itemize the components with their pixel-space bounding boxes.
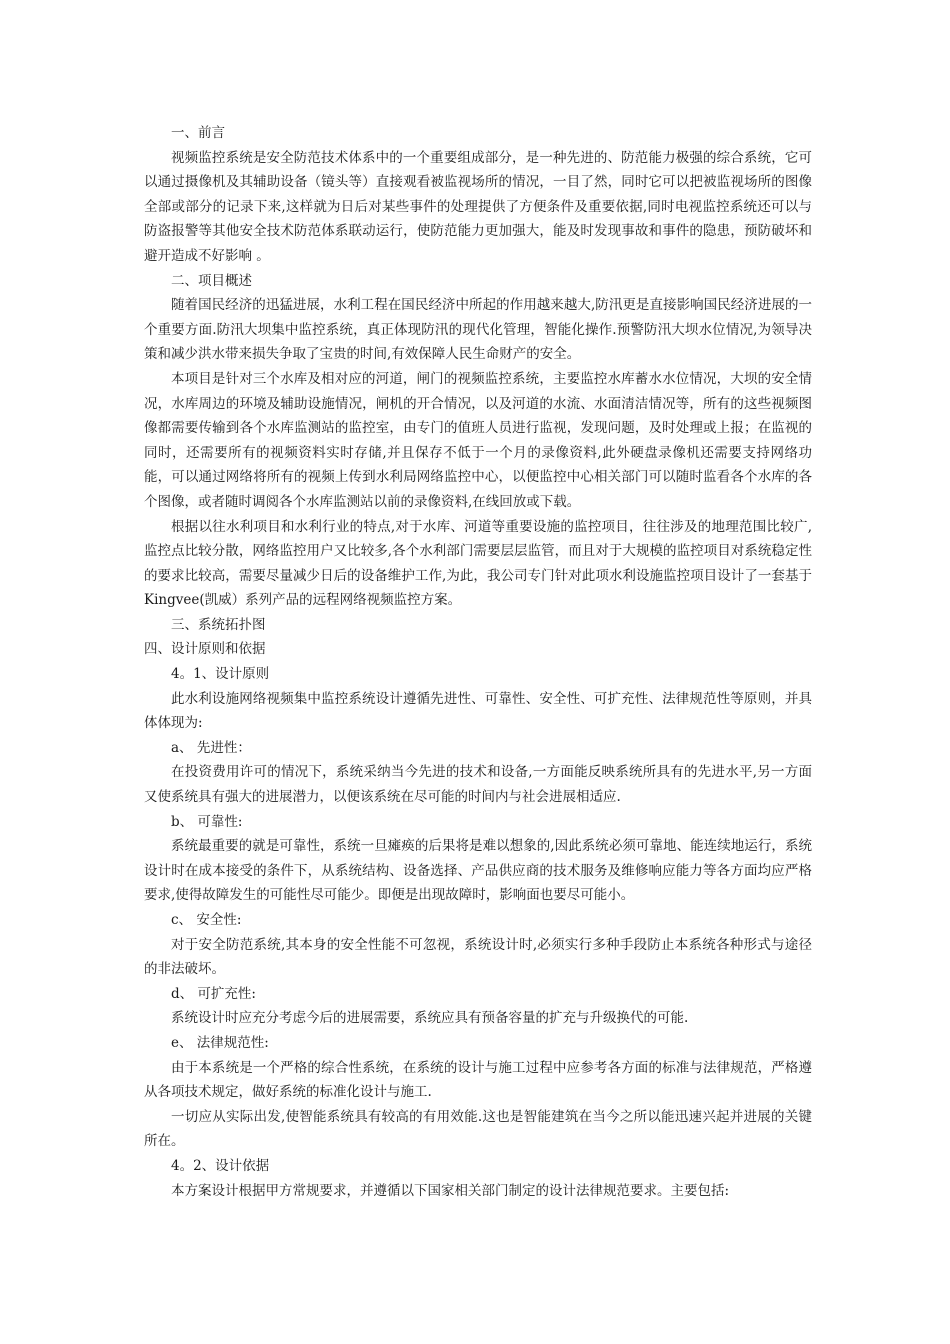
subsection-heading-principles: 4。1、设计原则 <box>171 666 270 683</box>
paragraph-security: 对于安全防范系统,其本身的安全性能不可忽视，系统设计时,必须实行多种手段防止本系统各种形式与途径的非法破坏。 <box>144 936 812 978</box>
paragraph-preface: 视频监控系统是安全防范技术体系中的一个重要组成部分，是一种先进的、防范能力极强的综合系统，它可以通过摄像机及其辅助设备（镜头等）直接观看被监视场所的情况，一目了然，同时它可以把被监视场所的图像全部或部分的记录下来,这样就为日后对某些事件的处理提供了方便条件及重要依据,同时电视监控系统还可以与防盗报警等其他安全技术防范体系联动运行，使防范能力更加强大，能及时发现事故和事件的隐患，预防破坏和避开造成不好影响 。 <box>144 149 812 264</box>
item-heading-security: c、 安全性: <box>171 912 242 928</box>
paragraph-practicality: 一切应从实际出发,使智能系统具有较高的有用效能.这也是智能建筑在当今之所以能迅速兴起并进展的关键所在。 <box>144 1108 812 1150</box>
paragraph-basis: 本方案设计根据甲方常规要求，并遵循以下国家相关部门制定的设计法律规范要求。主要包括: <box>171 1182 730 1199</box>
item-heading-advanced: a、 先进性： <box>171 739 251 756</box>
subsection-heading-basis: 4。2、设计依据 <box>171 1157 270 1174</box>
paragraph-overview-2: 本项目是针对三个水库及相对应的河道，闸门的视频监控系统，主要监控水库蓄水水位情况，大坝的安全情况，水库周边的环境及辅助设施情况，闸机的开合情况，以及河道的水流、水面清洁情况等，所有的这些视频图像都需要传输到各个水库监测站的监控室，由专门的值班人员进行监视，发现问题，及时处理或上报；在监视的同时，还需要所有的视频资料实时存储,并且保存不低于一个月的录像资料,此外硬盘录像机还需要支持网络功能，可以通过网络将所有的视频上传到水利局网络监控中心，以便监控中心相关部门可以随时监看各个水库的各个图像，或者随时调阅各个水库监测站以前的录像资料,在线回放或下载。 <box>144 370 812 510</box>
paragraph-compliance: 由于本系统是一个严格的综合性系统，在系统的设计与施工过程中应参考各方面的标准与法律规范，严格遵从各项技术规定，做好系统的标准化设计与施工. <box>144 1059 812 1101</box>
paragraph-reliability: 系统最重要的就是可靠性，系统一旦瘫痪的后果将是难以想象的,因此系统必须可靠地、能连续地运行，系统设计时在成本接受的条件下，从系统结构、设备选择、产品供应商的技术服务及维修响应能力等各方面均应严格要求,使得故障发生的可能性尽可能少。即便是出现故障时，影响面也要尽可能小。 <box>144 838 812 904</box>
paragraph-principles: 此水利设施网络视频集中监控系统设计遵循先进性、可靠性、安全性、可扩充性、法律规范性等原则，并具体体现为: <box>144 690 812 732</box>
item-heading-scalability: d、 可扩充性: <box>171 985 256 1002</box>
document-page <box>144 121 812 1203</box>
paragraph-overview-3: 根据以往水利项目和水利行业的特点,对于水库、河道等重要设施的监控项目，往往涉及的地理范围比较广,监控点比较分散，网络监控用户又比较多,各个水利部门需要层层监管，而且对于大规模的监控项目对系统稳定性的要求比较高，需要尽量减少日后的设备维护工作,为此，我公司专门针对此项水利设施监控项目设计了一套基于 Kingvee(凯威）系列产品的远程网络视频监控方案。 <box>144 518 812 609</box>
item-heading-reliability: b、 可靠性: <box>171 813 243 830</box>
section-heading-topology: 三、系统拓扑图 <box>171 616 266 633</box>
section-heading-design: 四、设计原则和依据 <box>144 641 266 658</box>
paragraph-overview-1: 随着国民经济的迅猛进展，水利工程在国民经济中所起的作用越来越大,防汛更是直接影响国民经济进展的一个重要方面.防汛大坝集中监控系统，真正体现防汛的现代化管理，智能化操作.预警防汛大坝水位情况,为领导决策和减少洪水带来损失争取了宝贵的时间,有效保障人民生命财产的安全。 <box>144 297 812 363</box>
section-heading-overview: 二、项目概述 <box>171 272 252 289</box>
paragraph-advanced: 在投资费用许可的情况下，系统采纳当今先进的技术和设备,一方面能反映系统所具有的先进水平,另一方面又使系统具有强大的进展潜力，以便该系统在尽可能的时间内与社会进展相适应. <box>144 764 812 806</box>
item-heading-compliance: e、 法律规范性: <box>171 1034 269 1051</box>
paragraph-scalability: 系统设计时应充分考虑今后的进展需要，系统应具有预备容量的扩充与升级换代的可能. <box>171 1010 689 1027</box>
section-heading-preface: 一、前言 <box>171 125 225 141</box>
